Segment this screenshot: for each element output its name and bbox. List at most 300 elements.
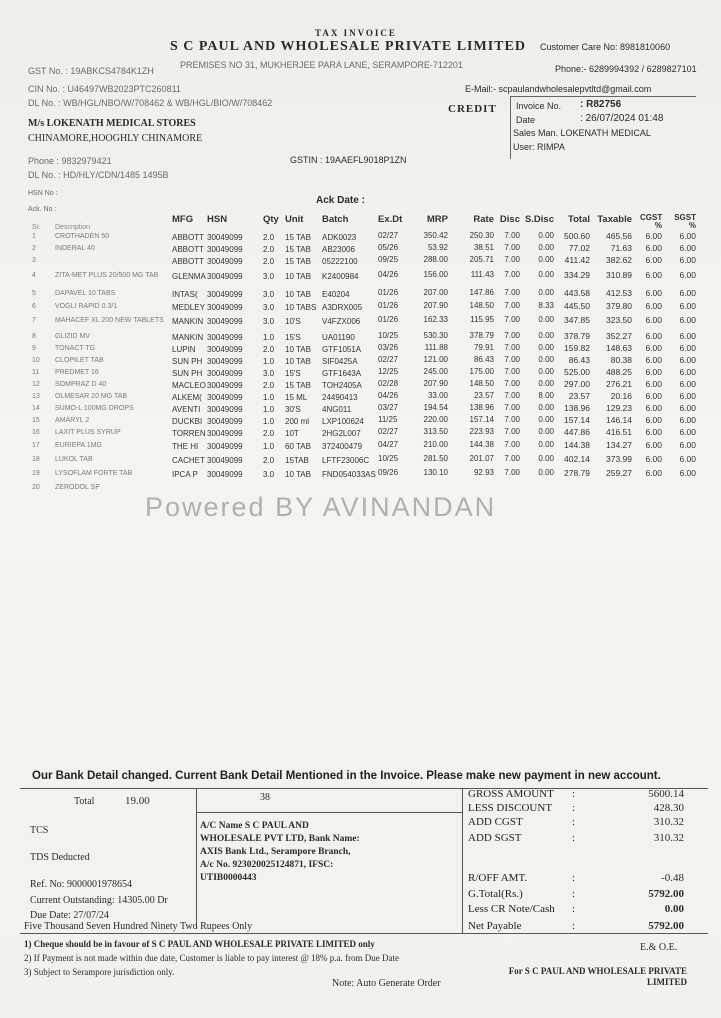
cell-total: 447.86 — [564, 427, 590, 437]
cell-qty: 1.0 — [263, 442, 275, 451]
customer-care: Customer Care No: 8981810060 — [540, 42, 671, 52]
cell-sr: 11 — [32, 369, 40, 376]
cell-sr: 5 — [32, 290, 36, 297]
summary-value: 5600.14 — [648, 788, 684, 800]
cell-exdt: 01/26 — [378, 315, 399, 324]
cell-mrp: 156.00 — [423, 270, 448, 279]
column-header-14: CGST % — [640, 213, 663, 230]
cell-hsn: 30049099 — [207, 381, 243, 390]
cell-batch: 24490413 — [322, 393, 358, 402]
total-label: Total — [74, 796, 95, 807]
cell-sgst: 6.00 — [679, 468, 696, 478]
cell-sr: 2 — [32, 245, 36, 252]
customer-gstin: GSTIN : 19AAEFL9018P1ZN — [290, 155, 407, 165]
cell-desc: CROTHADEN 50 — [55, 233, 110, 240]
column-header-13: Taxable — [597, 214, 632, 225]
cell-sdisc: 0.00 — [538, 331, 554, 340]
cell-total: 525.00 — [564, 367, 590, 377]
cell-hsn: 30049099 — [207, 317, 243, 326]
cell-mfg: SUN PH — [172, 369, 203, 378]
cell-sr: 14 — [32, 405, 40, 412]
cell-mfg: AVENTI — [172, 405, 201, 414]
cell-desc: SOMPRAZ D 40 — [55, 381, 107, 388]
cell-sdisc: 0.00 — [538, 415, 554, 424]
cell-qty: 3.0 — [263, 317, 275, 326]
summary-label: R/OFF AMT. — [468, 872, 528, 884]
column-header-4: Qty — [263, 214, 279, 225]
term-2: 2) If Payment is not made within due date, Customer is liable to pay interest @ 18% p.a. from Due Date — [24, 953, 399, 963]
cell-sdisc: 0.00 — [538, 270, 554, 279]
cell-rate: 23.57 — [473, 391, 494, 400]
cell-sgst: 6.00 — [679, 379, 696, 389]
cell-qty: 1.0 — [263, 357, 275, 366]
total-value: 19.00 — [125, 795, 150, 807]
column-header-5: Unit — [285, 214, 304, 225]
cell-sgst: 6.00 — [679, 454, 696, 464]
cell-disc: 7.00 — [504, 288, 520, 297]
cell-batch: AB23006 — [322, 245, 355, 254]
cell-mfg: IPCA P — [172, 470, 198, 479]
cell-sgst: 6.00 — [679, 440, 696, 450]
cell-qty: 3.0 — [263, 272, 275, 281]
cell-disc: 7.00 — [504, 379, 520, 388]
column-header-8: MRP — [426, 214, 448, 225]
cell-total: 297.00 — [564, 379, 590, 389]
cell-desc: ZITA-MET PLUS 20/500 MG TAB — [55, 272, 159, 279]
cell-mrp: 207.90 — [423, 301, 448, 310]
cell-taxable: 416.51 — [606, 427, 632, 437]
cell-taxable: 134.27 — [606, 440, 632, 450]
cell-total: 500.60 — [564, 231, 590, 241]
cell-exdt: 04/27 — [378, 440, 399, 449]
footer-divider-1 — [196, 789, 197, 929]
cell-sdisc: 0.00 — [538, 440, 554, 449]
cell-exdt: 04/26 — [378, 391, 399, 400]
cell-cgst: 6.00 — [645, 468, 662, 478]
cell-desc: OLMESAR 20 MG TAB — [55, 393, 128, 400]
cell-batch: GTF1051A — [322, 345, 362, 354]
cell-unit: 15TAB — [285, 456, 309, 465]
cell-sgst: 6.00 — [679, 315, 696, 325]
term-3: 3) Subject to Serampore jurisdiction only. — [24, 967, 175, 977]
cell-sr: 3 — [32, 257, 36, 264]
summary-value: -0.48 — [661, 872, 684, 884]
cell-total: 411.42 — [564, 255, 590, 265]
cell-sr: 19 — [32, 470, 40, 477]
cell-disc: 7.00 — [504, 440, 520, 449]
dl-no: DL No. : WB/HGL/NBO/W/708462 & WB/HGL/BIO/W/708462 — [28, 98, 273, 108]
cell-taxable: 382.62 — [606, 255, 632, 265]
date-label: Date — [516, 115, 536, 125]
cell-total: 138.96 — [564, 403, 590, 413]
cell-desc: LYSOFLAM FORTE TAB — [55, 470, 133, 477]
cell-sr: 10 — [32, 357, 40, 364]
cell-cgst: 6.00 — [645, 315, 662, 325]
column-header-6: Batch — [322, 214, 349, 225]
summary-value: 428.30 — [653, 802, 684, 814]
cell-sr: 13 — [32, 393, 40, 400]
cell-mfg: TORREN — [172, 429, 206, 438]
cell-total: 278.79 — [564, 468, 590, 478]
cell-desc: INDERAL 40 — [55, 245, 95, 252]
cell-sdisc: 0.00 — [538, 243, 554, 252]
summary-label: Net Payable — [468, 920, 522, 932]
cell-hsn: 30049099 — [207, 333, 243, 342]
cell-cgst: 6.00 — [645, 427, 662, 437]
cell-unit: 10 TAB — [285, 357, 311, 366]
cell-hsn: 30049099 — [207, 456, 243, 465]
cell-batch: 05222100 — [322, 257, 358, 266]
cell-disc: 7.00 — [504, 315, 520, 324]
summary-label: GROSS AMOUNT — [468, 788, 554, 800]
items-count: 38 — [260, 792, 270, 803]
date-value: : 26/07/2024 01:48 — [580, 113, 664, 124]
customer-phone: Phone : 9832979421 — [28, 156, 112, 166]
cell-mfg: ABBOTT — [172, 233, 205, 242]
summary-value: 5792.00 — [648, 920, 684, 932]
ack-no: Ack. No : — [28, 206, 57, 213]
cell-mfg: GLENMA — [172, 272, 206, 281]
cell-rate: 115.95 — [470, 315, 494, 324]
column-header-11: S.Disc — [524, 214, 554, 225]
column-header-10: Disc — [499, 214, 520, 225]
cell-unit: 60 TAB — [285, 442, 311, 451]
cell-sr: 18 — [32, 456, 40, 463]
cell-hsn: 30049099 — [207, 429, 243, 438]
email: E-Mail:- scpaulandwholesalepvtltd@gmail.com — [465, 84, 652, 94]
cell-sr: 9 — [32, 345, 36, 352]
cell-desc: PREDMET 16 — [55, 369, 99, 376]
cell-sr: 16 — [32, 429, 40, 436]
cell-unit: 10 TAB — [285, 290, 311, 299]
cell-desc: LAXIT PLUS SYRUP — [55, 429, 121, 436]
cell-qty: 2.0 — [263, 345, 275, 354]
cell-mfg: ALKEM( — [172, 393, 202, 402]
cell-taxable: 148.63 — [606, 343, 632, 353]
cell-sr: 15 — [32, 417, 40, 424]
cell-sdisc: 0.00 — [538, 315, 554, 324]
cell-sgst: 6.00 — [679, 270, 696, 280]
cell-mfg: SUN PH — [172, 357, 203, 366]
cell-taxable: 488.25 — [606, 367, 632, 377]
hsn-no: HSN No : — [28, 190, 58, 197]
cell-disc: 7.00 — [504, 231, 520, 240]
cell-rate: 86.43 — [473, 355, 494, 364]
cell-batch: 372400479 — [322, 442, 363, 451]
summary-value: 0.00 — [664, 903, 684, 915]
cell-total: 144.38 — [564, 440, 590, 450]
cell-unit: 15'S — [285, 333, 301, 342]
cell-mrp: 207.00 — [423, 288, 448, 297]
cell-sr: 4 — [32, 272, 36, 279]
cell-qty: 2.0 — [263, 245, 275, 254]
cell-qty: 3.0 — [263, 290, 275, 299]
cell-exdt: 02/27 — [378, 231, 399, 240]
phone: Phone:- 6289994392 / 6289827101 — [555, 64, 697, 74]
cell-mrp: 121.00 — [423, 355, 448, 364]
cell-taxable: 146.14 — [606, 415, 632, 425]
cell-disc: 7.00 — [504, 403, 520, 412]
cell-exdt: 02/27 — [378, 355, 399, 364]
cell-desc: MAHACEF XL 200 NEW TABLETS — [55, 317, 164, 324]
cell-sdisc: 8.33 — [538, 301, 554, 310]
cell-total: 445.50 — [564, 301, 590, 311]
cell-taxable: 352.27 — [606, 331, 632, 341]
cell-total: 378.79 — [564, 331, 590, 341]
column-header-2: MFG — [172, 214, 194, 225]
cell-total: 443.58 — [564, 288, 590, 298]
cell-disc: 7.00 — [504, 355, 520, 364]
footer-divider-2 — [462, 789, 463, 934]
customer-dl: DL No. : HD/HLY/CDN/1485 1495B — [28, 170, 169, 180]
cell-cgst: 6.00 — [645, 255, 662, 265]
cell-disc: 7.00 — [504, 343, 520, 352]
cell-batch: E40204 — [322, 290, 350, 299]
cell-desc: VOGLI RAPID 0.3/1 — [55, 303, 118, 310]
cell-rate: 175.00 — [469, 367, 494, 376]
cell-unit: 15 TAB — [285, 257, 311, 266]
cell-exdt: 02/28 — [378, 379, 399, 388]
gst-no: GST No. : 19ABKCS4784K1ZH — [28, 66, 154, 76]
cell-hsn: 30049099 — [207, 345, 243, 354]
cell-mrp: 220.00 — [423, 415, 448, 424]
cell-cgst: 6.00 — [645, 415, 662, 425]
cell-mfg: THE HI — [172, 442, 199, 451]
cell-unit: 10 TAB — [285, 272, 311, 281]
user: User: RIMPA — [513, 142, 565, 152]
cell-batch: K2400984 — [322, 272, 359, 281]
summary-label: ADD CGST — [468, 816, 523, 828]
cell-exdt: 05/26 — [378, 243, 399, 252]
cell-mrp: 530.30 — [423, 331, 448, 340]
summary-label: Less CR Note/Cash — [468, 903, 555, 915]
cell-hsn: 30049099 — [207, 393, 243, 402]
cell-sgst: 6.00 — [679, 415, 696, 425]
cell-sdisc: 0.00 — [538, 288, 554, 297]
cell-mrp: 111.88 — [424, 343, 448, 352]
ack-date: Ack Date : — [316, 195, 365, 206]
cell-desc: GLIZID MV — [55, 333, 91, 340]
cin-no: CIN No. : U46497WB2023PTC260811 — [28, 84, 181, 94]
cell-rate: 92.93 — [473, 468, 494, 477]
cell-mfg: ABBOTT — [172, 257, 205, 266]
cell-total: 77.02 — [568, 243, 590, 253]
cell-unit: 15 TAB — [285, 245, 311, 254]
cell-desc: AMARYL 2 — [55, 417, 90, 424]
tds-label: TDS Deducted — [30, 852, 90, 863]
cell-cgst: 6.00 — [645, 288, 662, 298]
cell-sdisc: 0.00 — [538, 427, 554, 436]
cell-batch: ADK0023 — [322, 233, 357, 242]
footer-bottom-line — [20, 933, 708, 934]
cell-mrp: 33.00 — [427, 391, 448, 400]
ref-no: Ref. No: 9000001978654 — [30, 879, 132, 890]
cell-taxable: 259.27 — [606, 468, 632, 478]
cell-sdisc: 0.00 — [538, 355, 554, 364]
cell-mfg: DUCKBI — [172, 417, 203, 426]
cell-unit: 30'S — [285, 405, 301, 414]
cell-total: 157.14 — [564, 415, 590, 425]
cell-qty: 2.0 — [263, 429, 275, 438]
cell-total: 347.85 — [564, 315, 590, 325]
cell-sr: 7 — [32, 317, 36, 324]
cell-hsn: 30049099 — [207, 442, 243, 451]
cell-mfg: INTAS( — [172, 290, 198, 299]
cell-hsn: 30049099 — [207, 303, 243, 312]
doc-type: TAX INVOICE — [315, 28, 397, 38]
cell-rate: 157.14 — [469, 415, 494, 424]
cell-qty: 2.0 — [263, 233, 275, 242]
cell-hsn: 30049099 — [207, 257, 243, 266]
cell-desc: EURIEPA 1MG — [55, 442, 102, 449]
cell-sdisc: 0.00 — [538, 231, 554, 240]
cell-qty: 1.0 — [263, 405, 275, 414]
cell-mrp: 207.90 — [423, 379, 448, 388]
watermark: Powered BY AVINANDAN — [145, 492, 497, 522]
cell-rate: 138.96 — [469, 403, 494, 412]
eoe: E.& O.E. — [640, 942, 678, 953]
cell-hsn: 30049099 — [207, 405, 243, 414]
cell-disc: 7.00 — [504, 391, 520, 400]
cell-qty: 2.0 — [263, 257, 275, 266]
cell-sr: 20 — [32, 484, 40, 491]
bank-details: A/C Name S C PAUL AND WHOLESALE PVT LTD, Bank Name: AXIS Bank Ltd., Serampore Branch, A/c No. 923020025124871, IFSC: UTIB0000443 — [200, 821, 360, 883]
cell-sdisc: 0.00 — [538, 367, 554, 376]
cell-sgst: 6.00 — [679, 403, 696, 413]
invoice-no: : R82756 — [580, 99, 622, 110]
cell-disc: 7.00 — [504, 301, 520, 310]
cell-mrp: 210.00 — [423, 440, 448, 449]
cell-sgst: 6.00 — [679, 391, 696, 401]
cell-hsn: 30049099 — [207, 417, 243, 426]
invoice-label: Invoice No. — [516, 101, 562, 111]
cell-disc: 7.00 — [504, 415, 520, 424]
cell-disc: 7.00 — [504, 255, 520, 264]
cell-sgst: 6.00 — [679, 301, 696, 311]
cell-total: 334.29 — [564, 270, 590, 280]
cell-unit: 10 TABS — [285, 303, 317, 312]
cell-cgst: 6.00 — [645, 243, 662, 253]
cell-rate: 205.71 — [469, 255, 494, 264]
cell-sgst: 6.00 — [679, 367, 696, 377]
cell-hsn: 30049099 — [207, 245, 243, 254]
cell-desc: TONACT TG — [55, 345, 96, 352]
cell-mrp: 130.10 — [423, 468, 448, 477]
bank-change-notice: Our Bank Detail changed. Current Bank Detail Mentioned in the Invoice. Please make new payment in new account. — [32, 770, 661, 782]
cell-rate: 223.93 — [469, 427, 494, 436]
cell-sdisc: 0.00 — [538, 379, 554, 388]
cell-exdt: 12/25 — [378, 367, 399, 376]
cell-cgst: 6.00 — [645, 331, 662, 341]
cell-cgst: 6.00 — [645, 379, 662, 389]
cell-taxable: 80.38 — [610, 355, 632, 365]
cell-exdt: 03/26 — [378, 343, 399, 352]
cell-batch: LFTF23006C — [322, 456, 370, 465]
cell-sgst: 6.00 — [679, 355, 696, 365]
cell-desc: LUKOL TAB — [55, 456, 93, 463]
cell-batch: SIF0425A — [322, 357, 358, 366]
cell-exdt: 02/27 — [378, 427, 399, 436]
cell-sdisc: 0.00 — [538, 468, 554, 477]
summary-colon: : — [572, 832, 576, 844]
cell-qty: 2.0 — [263, 456, 275, 465]
summary-colon: : — [572, 872, 576, 884]
cell-cgst: 6.00 — [645, 391, 662, 401]
cell-batch: 2HG2L007 — [322, 429, 361, 438]
cell-mrp: 194.54 — [423, 403, 448, 412]
cell-qty: 1.0 — [263, 333, 275, 342]
cell-cgst: 6.00 — [645, 231, 662, 241]
cell-mrp: 313.50 — [423, 427, 448, 436]
cell-sr: 12 — [32, 381, 40, 388]
cell-rate: 201.07 — [469, 454, 494, 463]
cell-batch: GTF1643A — [322, 369, 362, 378]
column-header-7: Ex.Dt — [378, 214, 403, 225]
company-name: S C PAUL AND WHOLESALE PRIVATE LIMITED — [170, 39, 526, 54]
cell-batch: FND054033AS — [322, 470, 376, 479]
cell-total: 402.14 — [564, 454, 590, 464]
cell-hsn: 30049099 — [207, 470, 243, 479]
cell-sgst: 6.00 — [679, 243, 696, 253]
cell-qty: 3.0 — [263, 369, 275, 378]
column-header-12: Total — [568, 214, 590, 225]
cell-exdt: 09/25 — [378, 255, 399, 264]
cell-qty: 3.0 — [263, 470, 275, 479]
summary-label: ADD SGST — [468, 832, 522, 844]
cell-hsn: 30049099 — [207, 233, 243, 242]
cell-exdt: 04/26 — [378, 270, 399, 279]
cell-taxable: 129.23 — [606, 403, 632, 413]
cell-qty: 3.0 — [263, 303, 275, 312]
cell-mfg: ABBOTT — [172, 245, 205, 254]
cell-mrp: 162.33 — [423, 315, 448, 324]
cell-taxable: 310.89 — [606, 270, 632, 280]
cell-taxable: 323.50 — [606, 315, 632, 325]
cell-total: 159.82 — [564, 343, 590, 353]
cell-unit: 200 ml — [285, 417, 310, 426]
cell-mrp: 53.92 — [427, 243, 448, 252]
cell-mrp: 350.42 — [423, 231, 448, 240]
cell-rate: 148.50 — [469, 379, 494, 388]
cell-unit: 10 TAB — [285, 470, 311, 479]
cell-cgst: 6.00 — [645, 343, 662, 353]
cell-batch: V4FZX006 — [322, 317, 361, 326]
cell-exdt: 01/26 — [378, 288, 399, 297]
cell-mfg: MANKIN — [172, 317, 204, 326]
cell-sdisc: 0.00 — [538, 454, 554, 463]
cell-disc: 7.00 — [504, 454, 520, 463]
cell-disc: 7.00 — [504, 367, 520, 376]
cell-taxable: 379.80 — [606, 301, 632, 311]
cell-batch: LXP100624 — [322, 417, 364, 426]
cell-qty: 2.0 — [263, 381, 275, 390]
cell-disc: 7.00 — [504, 243, 520, 252]
cell-sdisc: 0.00 — [538, 255, 554, 264]
cell-taxable: 412.53 — [606, 288, 632, 298]
cell-disc: 7.00 — [504, 331, 520, 340]
cell-cgst: 6.00 — [645, 367, 662, 377]
cell-cgst: 6.00 — [645, 301, 662, 311]
cell-mfg: CACHET — [172, 456, 205, 465]
cell-sr: 6 — [32, 303, 36, 310]
cell-disc: 7.00 — [504, 427, 520, 436]
premises: PREMISES NO 31, MUKHERJEE PARA LANE, SERAMPORE-712201 — [180, 60, 463, 70]
customer-address: CHINAMORE,HOOGHLY CHINAMORE — [28, 133, 203, 144]
cell-disc: 7.00 — [504, 468, 520, 477]
cell-desc: SUMO-L 100MG DROPS — [55, 405, 134, 412]
cell-unit: 15 TAB — [285, 233, 311, 242]
cell-exdt: 01/26 — [378, 301, 399, 310]
